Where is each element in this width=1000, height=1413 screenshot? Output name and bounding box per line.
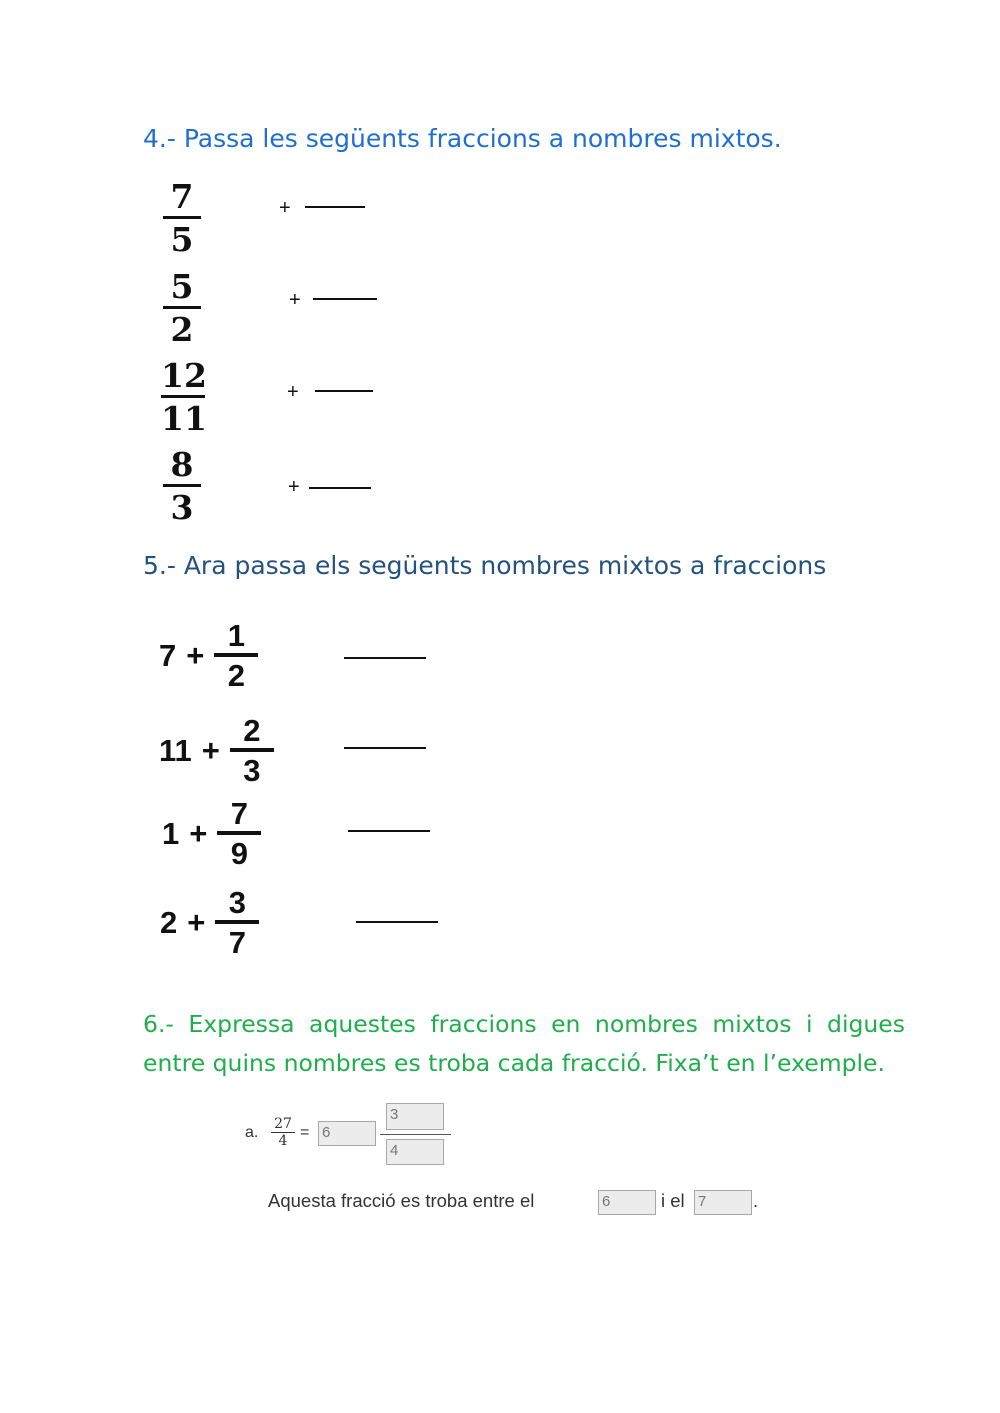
fraction-denominator: 5 — [170, 220, 194, 259]
fraction-7-5 — [163, 177, 201, 259]
whole-part-input[interactable]: 6 — [318, 1121, 376, 1146]
mixed-number-11-2-3 — [159, 715, 274, 786]
numerator-input[interactable]: 3 — [386, 1103, 444, 1130]
answer-blank[interactable] — [344, 747, 426, 749]
fraction-denominator: 2 — [170, 310, 194, 349]
fraction-numerator: 8 — [170, 445, 194, 484]
fraction-denominator: 4 — [278, 1133, 288, 1149]
fraction-bar — [217, 831, 261, 835]
fraction-numerator: 12 — [161, 356, 207, 395]
example-label: a. — [245, 1124, 259, 1141]
lower-bound-input[interactable]: 6 — [598, 1190, 656, 1215]
answer-blank[interactable] — [315, 390, 373, 392]
fraction-bar — [161, 395, 205, 398]
fraction — [214, 620, 258, 691]
mixed-number-7-1-2 — [159, 620, 258, 691]
fraction-8-3 — [163, 445, 201, 527]
fraction-numerator: 27 — [274, 1116, 292, 1132]
fraction-numerator: 3 — [228, 885, 246, 920]
answer-blank[interactable] — [313, 298, 377, 300]
fraction-numerator: 5 — [170, 267, 194, 306]
example-fraction — [271, 1117, 295, 1148]
connector-text: i el — [661, 1190, 685, 1211]
answer-blank[interactable] — [348, 830, 430, 832]
fraction-denominator: 2 — [227, 658, 245, 693]
denominator-input[interactable]: 4 — [386, 1139, 444, 1165]
fraction — [217, 798, 261, 869]
fraction — [215, 887, 259, 958]
answer-blank[interactable] — [305, 206, 365, 208]
fraction-denominator: 3 — [170, 488, 194, 527]
fraction-bar — [380, 1134, 451, 1135]
mixed-number-2-3-7 — [160, 887, 259, 958]
fraction-numerator: 2 — [243, 713, 261, 748]
fraction-numerator: 1 — [227, 618, 245, 653]
plus-sign: + — [189, 815, 208, 851]
exercise-4-heading: 4.- Passa les següents fraccions a nombres mixtos. — [143, 124, 782, 153]
plus-sign: + — [289, 289, 301, 311]
answer-blank[interactable] — [309, 487, 371, 489]
fraction-5-2 — [163, 267, 201, 349]
plus-sign: + — [186, 637, 205, 673]
answer-blank[interactable] — [356, 921, 438, 923]
fraction-bar — [215, 920, 259, 924]
fraction-numerator: 7 — [170, 177, 194, 216]
fraction-bar — [214, 653, 258, 657]
whole-part: 7 — [159, 637, 177, 673]
fraction-denominator: 11 — [161, 399, 207, 438]
exercise-6-heading: 6.- Expressa aquestes fraccions en nombres mixtos i digues entre quins nombres es troba cada fracció. Fixa’t en l’exemple. — [143, 1010, 905, 1077]
fraction-bar — [163, 484, 201, 487]
plus-sign: + — [288, 476, 300, 498]
upper-bound-input[interactable]: 7 — [694, 1190, 752, 1215]
fraction — [230, 715, 274, 786]
fraction-denominator: 7 — [228, 925, 246, 960]
answer-blank[interactable] — [344, 657, 426, 659]
plus-sign: + — [287, 381, 299, 403]
plus-sign: + — [187, 904, 206, 940]
whole-part: 2 — [160, 904, 178, 940]
fraction-denominator: 3 — [243, 753, 261, 788]
exercise-5-heading: 5.- Ara passa els següents nombres mixtos a fraccions — [143, 551, 827, 580]
whole-part: 1 — [162, 815, 180, 851]
fraction-denominator: 9 — [230, 836, 248, 871]
whole-part: 11 — [159, 732, 192, 768]
mixed-number-1-7-9 — [162, 798, 261, 869]
fraction-12-11 — [161, 356, 207, 438]
example-sentence: Aquesta fracció es troba entre el — [268, 1190, 535, 1211]
fraction-bar — [163, 216, 201, 219]
plus-sign: + — [201, 732, 220, 768]
fraction-bar — [163, 306, 201, 309]
fraction-bar — [230, 748, 274, 752]
fraction-numerator: 7 — [230, 796, 248, 831]
equals-sign: = — [300, 1124, 310, 1141]
end-punctuation: . — [753, 1190, 759, 1211]
plus-sign: + — [279, 197, 291, 219]
